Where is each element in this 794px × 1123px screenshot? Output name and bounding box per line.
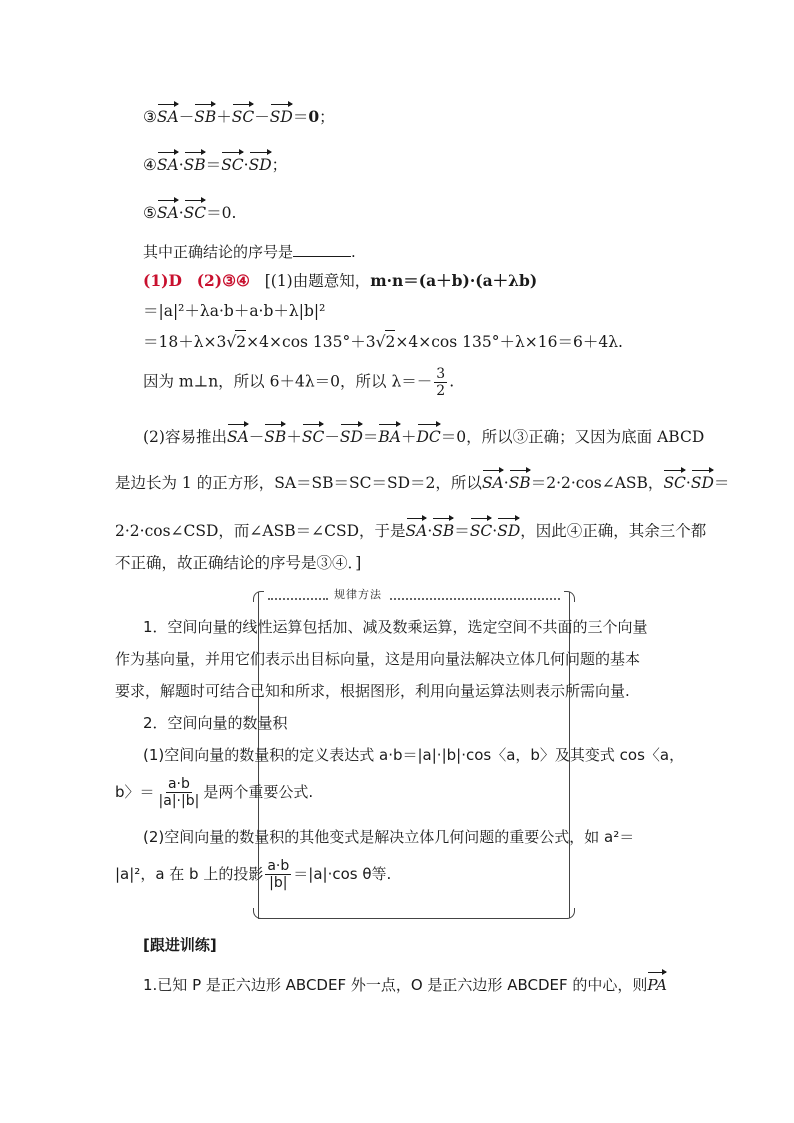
circled-5: ⑤: [143, 204, 157, 222]
method-p1-line3: 要求，解题时可结合已知和所求，根据图形，利用向量运算法则表示所需向量.: [115, 682, 630, 700]
statement-3: ③SA－SB＋SC－SD＝0；: [143, 100, 335, 128]
vector-SD: SD: [249, 148, 272, 176]
vector-SC: SC: [232, 100, 254, 128]
answer-intro: [(1)由题意知，: [264, 272, 371, 290]
answer-line-5: (2)容易推出SA－SB＋SC－SD＝BA＋DC＝0，所以③正确；又因为底面 ABCD: [143, 420, 704, 448]
vector-DC: DC: [417, 420, 441, 448]
method-p4-line2: [115, 858, 391, 891]
corner-tl: [253, 591, 264, 602]
cos-denominator: |a|·|b|: [158, 793, 200, 809]
answer-line-3: ＝18＋λ×3√2×4×cos 135°＋3√2×4×cos 135°＋λ×16＝6＋4λ.: [143, 330, 623, 353]
projection-numerator: a·b: [267, 858, 290, 874]
statement-5: ⑤SA·SC＝0.: [143, 196, 236, 224]
answer-label-2: (2)③④: [196, 271, 250, 290]
method-p4-line1: (2)空间向量的数量积的其他变式是解决立体几何问题的重要公式，如 a²＝: [143, 828, 635, 846]
calc-part-a: ＝18＋λ×3: [143, 333, 227, 351]
vector-SD: SD: [270, 100, 293, 128]
square-statement: 是边长为 1 的正方形，SA＝SB＝SC＝SD＝2，所以: [115, 474, 482, 492]
vector-SA: SA: [482, 466, 504, 494]
vector-SC: SC: [470, 514, 492, 542]
mn-equation: m·n＝(a＋b)·(a＋λb): [370, 271, 538, 290]
answer-label-1: (1)D: [143, 271, 182, 290]
part2-rest: ＝0，所以③正确；又因为底面 ABCD: [440, 428, 705, 446]
vector-BA: BA: [378, 420, 401, 448]
answer-line-2: [143, 300, 325, 322]
vector-SB: SB: [432, 514, 454, 542]
method-box-bottom: [258, 918, 568, 919]
lambda-solution: 因为 m⊥n，所以 6＋4λ＝0，所以 λ＝－: [143, 372, 433, 391]
method-p1-line1: 1．空间向量的线性运算包括加、减及数乘运算，选定空间不共面的三个向量: [143, 618, 648, 636]
circled-4: ④: [143, 156, 157, 174]
fraction-3-2: [434, 366, 447, 399]
vector-SA: SA: [227, 420, 249, 448]
vector-SD: SD: [340, 420, 363, 448]
answer-line-6: 是边长为 1 的正方形，SA＝SB＝SC＝SD＝2，所以SA·SB＝2·2·cos∠ASB，SC·SD＝: [115, 466, 729, 494]
sqrt-radicand: 2: [385, 330, 396, 353]
projection-lhs: |a|²，a 在 b 上的投影: [115, 865, 264, 883]
vector-SB: SB: [194, 100, 216, 128]
expansion: ＝|a|²＋λa·b＋a·b＋λ|b|²: [143, 302, 326, 320]
method-p1-line2: 作为基向量，并用它们表示出目标向量，这是用向量法解决立体几何问题的基本: [115, 650, 641, 668]
vector-SC: SC: [184, 196, 206, 224]
cos-formula-rest: 是两个重要公式.: [203, 783, 314, 801]
dot-product-asb: ＝2·2·cos∠ASB，: [530, 474, 664, 492]
practice-q1: [143, 968, 667, 996]
method-p3-line2: [115, 776, 313, 809]
conclusion-4: ，因此④正确，其余三个都: [520, 522, 707, 540]
cos-formula-lhs: b〉＝: [115, 783, 155, 801]
vector-SA: SA: [406, 514, 428, 542]
projection-rest: ＝|a|·cos θ等.: [293, 865, 392, 883]
vector-SB: SB: [264, 420, 286, 448]
question-stem: 其中正确结论的序号是 .: [143, 240, 356, 263]
vector-PA: PA: [647, 968, 667, 996]
fraction-numerator: 3: [436, 366, 446, 382]
final-conclusion: 不正确，故正确结论的序号是③④．]: [115, 554, 362, 572]
method-title: 规律方法: [330, 586, 386, 602]
statement-4: ④SA·SB＝SC·SD；: [143, 148, 287, 176]
part2-intro: (2)容易推出: [143, 428, 227, 446]
method-p3-line1: (1)空间向量的数量积的定义表达式 a·b＝|a|·|b|·cos〈a，b〉及其变式 cos〈a，: [143, 746, 685, 764]
sqrt-radicand: 2: [235, 330, 246, 353]
vector-SA: SA: [157, 148, 179, 176]
answer-line-1: [143, 270, 537, 292]
angle-statement: 2·2·cos∠CSD，而∠ASB＝∠CSD，于是: [115, 522, 406, 540]
cos-numerator: a·b: [167, 776, 190, 792]
answer-blank: [293, 240, 351, 257]
practice-heading: [跟进训练]: [143, 936, 217, 954]
practice-q1-text: 1.已知 P 是正六边形 ABCDEF 外一点，O 是正六边形 ABCDEF 的中心，则: [143, 976, 648, 994]
vector-SD: SD: [691, 466, 714, 494]
vector-SC: SC: [221, 148, 243, 176]
answer-line-4: 因为 m⊥n，所以 6＋4λ＝0，所以 λ＝－ $\frac{3}{2}$ .: [143, 366, 455, 399]
projection-denominator: |b|: [269, 875, 288, 891]
vector-SD: SD: [497, 514, 520, 542]
fraction-denominator: 2: [436, 383, 446, 399]
vector-SB: SB: [509, 466, 531, 494]
answer-line-7: 2·2·cos∠CSD，而∠ASB＝∠CSD，于是SA·SB＝SC·SD，因此④正确，其余三个都: [115, 514, 706, 542]
vector-SC: SC: [663, 466, 685, 494]
corner-tr: [564, 591, 575, 602]
vector-SC: SC: [302, 420, 324, 448]
calc-part-b: ×4×cos 135°＋3: [246, 333, 376, 351]
projection-fraction: [265, 858, 291, 891]
answer-line-8: [115, 552, 361, 574]
cos-fraction: [157, 776, 202, 809]
method-p2: 2．空间向量的数量积: [143, 714, 288, 732]
vector-SA: SA: [157, 100, 179, 128]
vector-SA: SA: [157, 196, 179, 224]
vector-SB: SB: [184, 148, 206, 176]
question-stem-text: 其中正确结论的序号是: [143, 243, 294, 261]
circled-3: ③: [143, 108, 157, 126]
calc-part-c: ×4×cos 135°＋λ×16＝6＋4λ.: [395, 333, 623, 351]
